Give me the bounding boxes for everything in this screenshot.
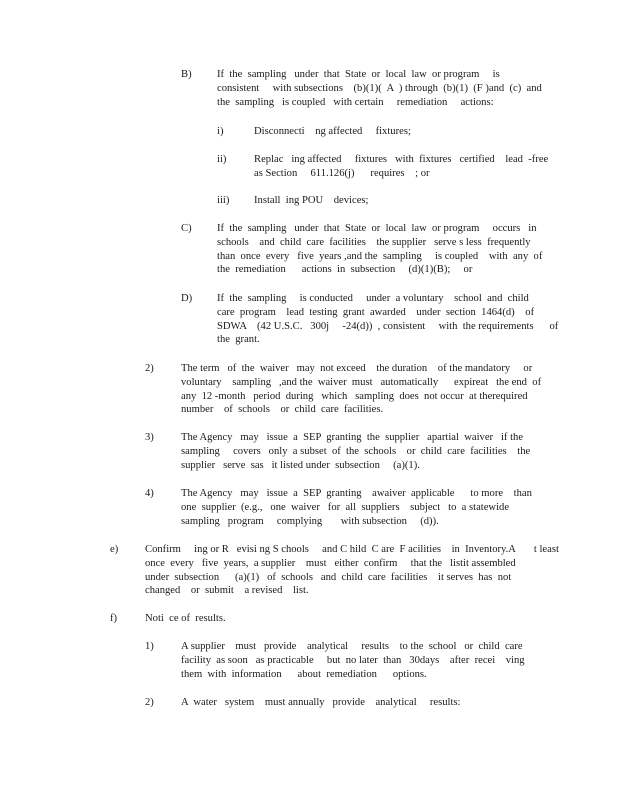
paragraph-text	[181, 487, 543, 528]
text-line: them with information about remediation options.	[181, 668, 427, 680]
text-line: the sampling is coupled with certain remediation actions:	[217, 96, 494, 108]
text-line: facility as soon as practicable but no later than 30days after recei ving	[181, 654, 525, 666]
text-line: The Agency may issue a SEP granting awaiver applicable to more than	[181, 488, 532, 499]
text-line: the grant.	[217, 334, 260, 346]
subsection-text	[254, 125, 534, 139]
text-line: The term of the waiver may not exceed the duration of the mandatory or	[181, 363, 533, 374]
text-line: as Section 611.126(j) requires ; or	[254, 167, 430, 179]
text-line: Noti ce of results.	[145, 613, 226, 624]
paragraph-marker: 4)	[145, 488, 154, 499]
subsection-text	[217, 292, 559, 347]
text-line: Confirm ing or R evisi ng S chools and C hild C are F acilities in Inventory.A t least	[145, 544, 559, 555]
text-line: If the sampling under that State or local law or program is	[217, 69, 500, 80]
text-line: the remediation actions in subsection (d)(1)(B); or	[217, 264, 473, 276]
subsection-text	[217, 222, 547, 277]
paragraph-text	[181, 362, 543, 417]
text-line: supplier serve sas it listed under subsection (a)(1).	[181, 459, 420, 471]
text-line: number of schools or child care facilities.	[181, 404, 384, 416]
paragraph-marker: 3)	[145, 432, 154, 443]
paragraph-text	[181, 640, 543, 681]
text-line: A water system must annually provide analytical results:	[181, 697, 461, 708]
text-line: one supplier (e.g., one waiver for all suppliers subject to a statewide	[181, 501, 510, 513]
section-text	[145, 543, 559, 598]
subsection-marker: D)	[181, 293, 193, 304]
text-line: If the sampling under that State or local law or program occurs in	[217, 223, 537, 234]
subsection-text	[217, 68, 547, 109]
subsection-marker: iii)	[217, 195, 230, 206]
section-text	[145, 612, 545, 626]
text-line: The Agency may issue a SEP granting the supplier apartial waiver if the	[181, 432, 524, 443]
paragraph-marker: 2)	[145, 697, 154, 708]
text-line: once every five years, a supplier must either confirm that the listit assembled	[145, 557, 516, 569]
section-marker: f)	[110, 613, 118, 624]
subsection-text	[254, 153, 549, 181]
text-line: than once every five years ,and the sampling is coupled with any of	[217, 250, 543, 262]
section-marker: e)	[110, 544, 119, 555]
text-line: changed or submit a revised list.	[145, 585, 309, 597]
text-line: A supplier must provide analytical results to the school or child care	[181, 641, 523, 652]
subsection-marker: B)	[181, 69, 192, 80]
subsection-marker: ii)	[217, 154, 227, 165]
text-line: Disconnecti ng affected fixtures;	[254, 126, 411, 137]
text-line: under subsection (a)(1) of schools and child care facilities it serves has not	[145, 571, 512, 583]
text-line: If the sampling is conducted under a voluntary school and child	[217, 293, 529, 304]
text-line: schools and child care facilities the supplier serve s less frequently	[217, 236, 531, 248]
subsection-marker: i)	[217, 126, 224, 137]
text-line: any 12 -month period during which sampling does not occur at therequired	[181, 390, 528, 402]
paragraph-text	[181, 431, 543, 472]
paragraph-marker: 2)	[145, 363, 154, 374]
text-line: Replac ing affected fixtures with fixtures certified lead -free	[254, 154, 549, 165]
text-line: care program lead testing grant awarded under section 1464(d) of	[217, 306, 535, 318]
paragraph-marker: 1)	[145, 641, 154, 652]
text-line: SDWA (42 U.S.C. 300j -24(d)) , consistent with the requirements of	[217, 320, 559, 332]
text-line: Install ing POU devices;	[254, 195, 369, 206]
subsection-text	[254, 194, 534, 208]
subsection-marker: C)	[181, 223, 192, 234]
paragraph-text	[181, 696, 543, 710]
text-line: sampling covers only a subset of the schools or child care facilities the	[181, 445, 531, 457]
text-line: sampling program complying with subsection (d)).	[181, 515, 439, 527]
text-line: consistent with subsections (b)(1)( A ) through (b)(1) (F )and (c) and	[217, 82, 542, 94]
text-line: voluntary sampling ,and the waiver must automatically expireat the end of	[181, 376, 542, 388]
